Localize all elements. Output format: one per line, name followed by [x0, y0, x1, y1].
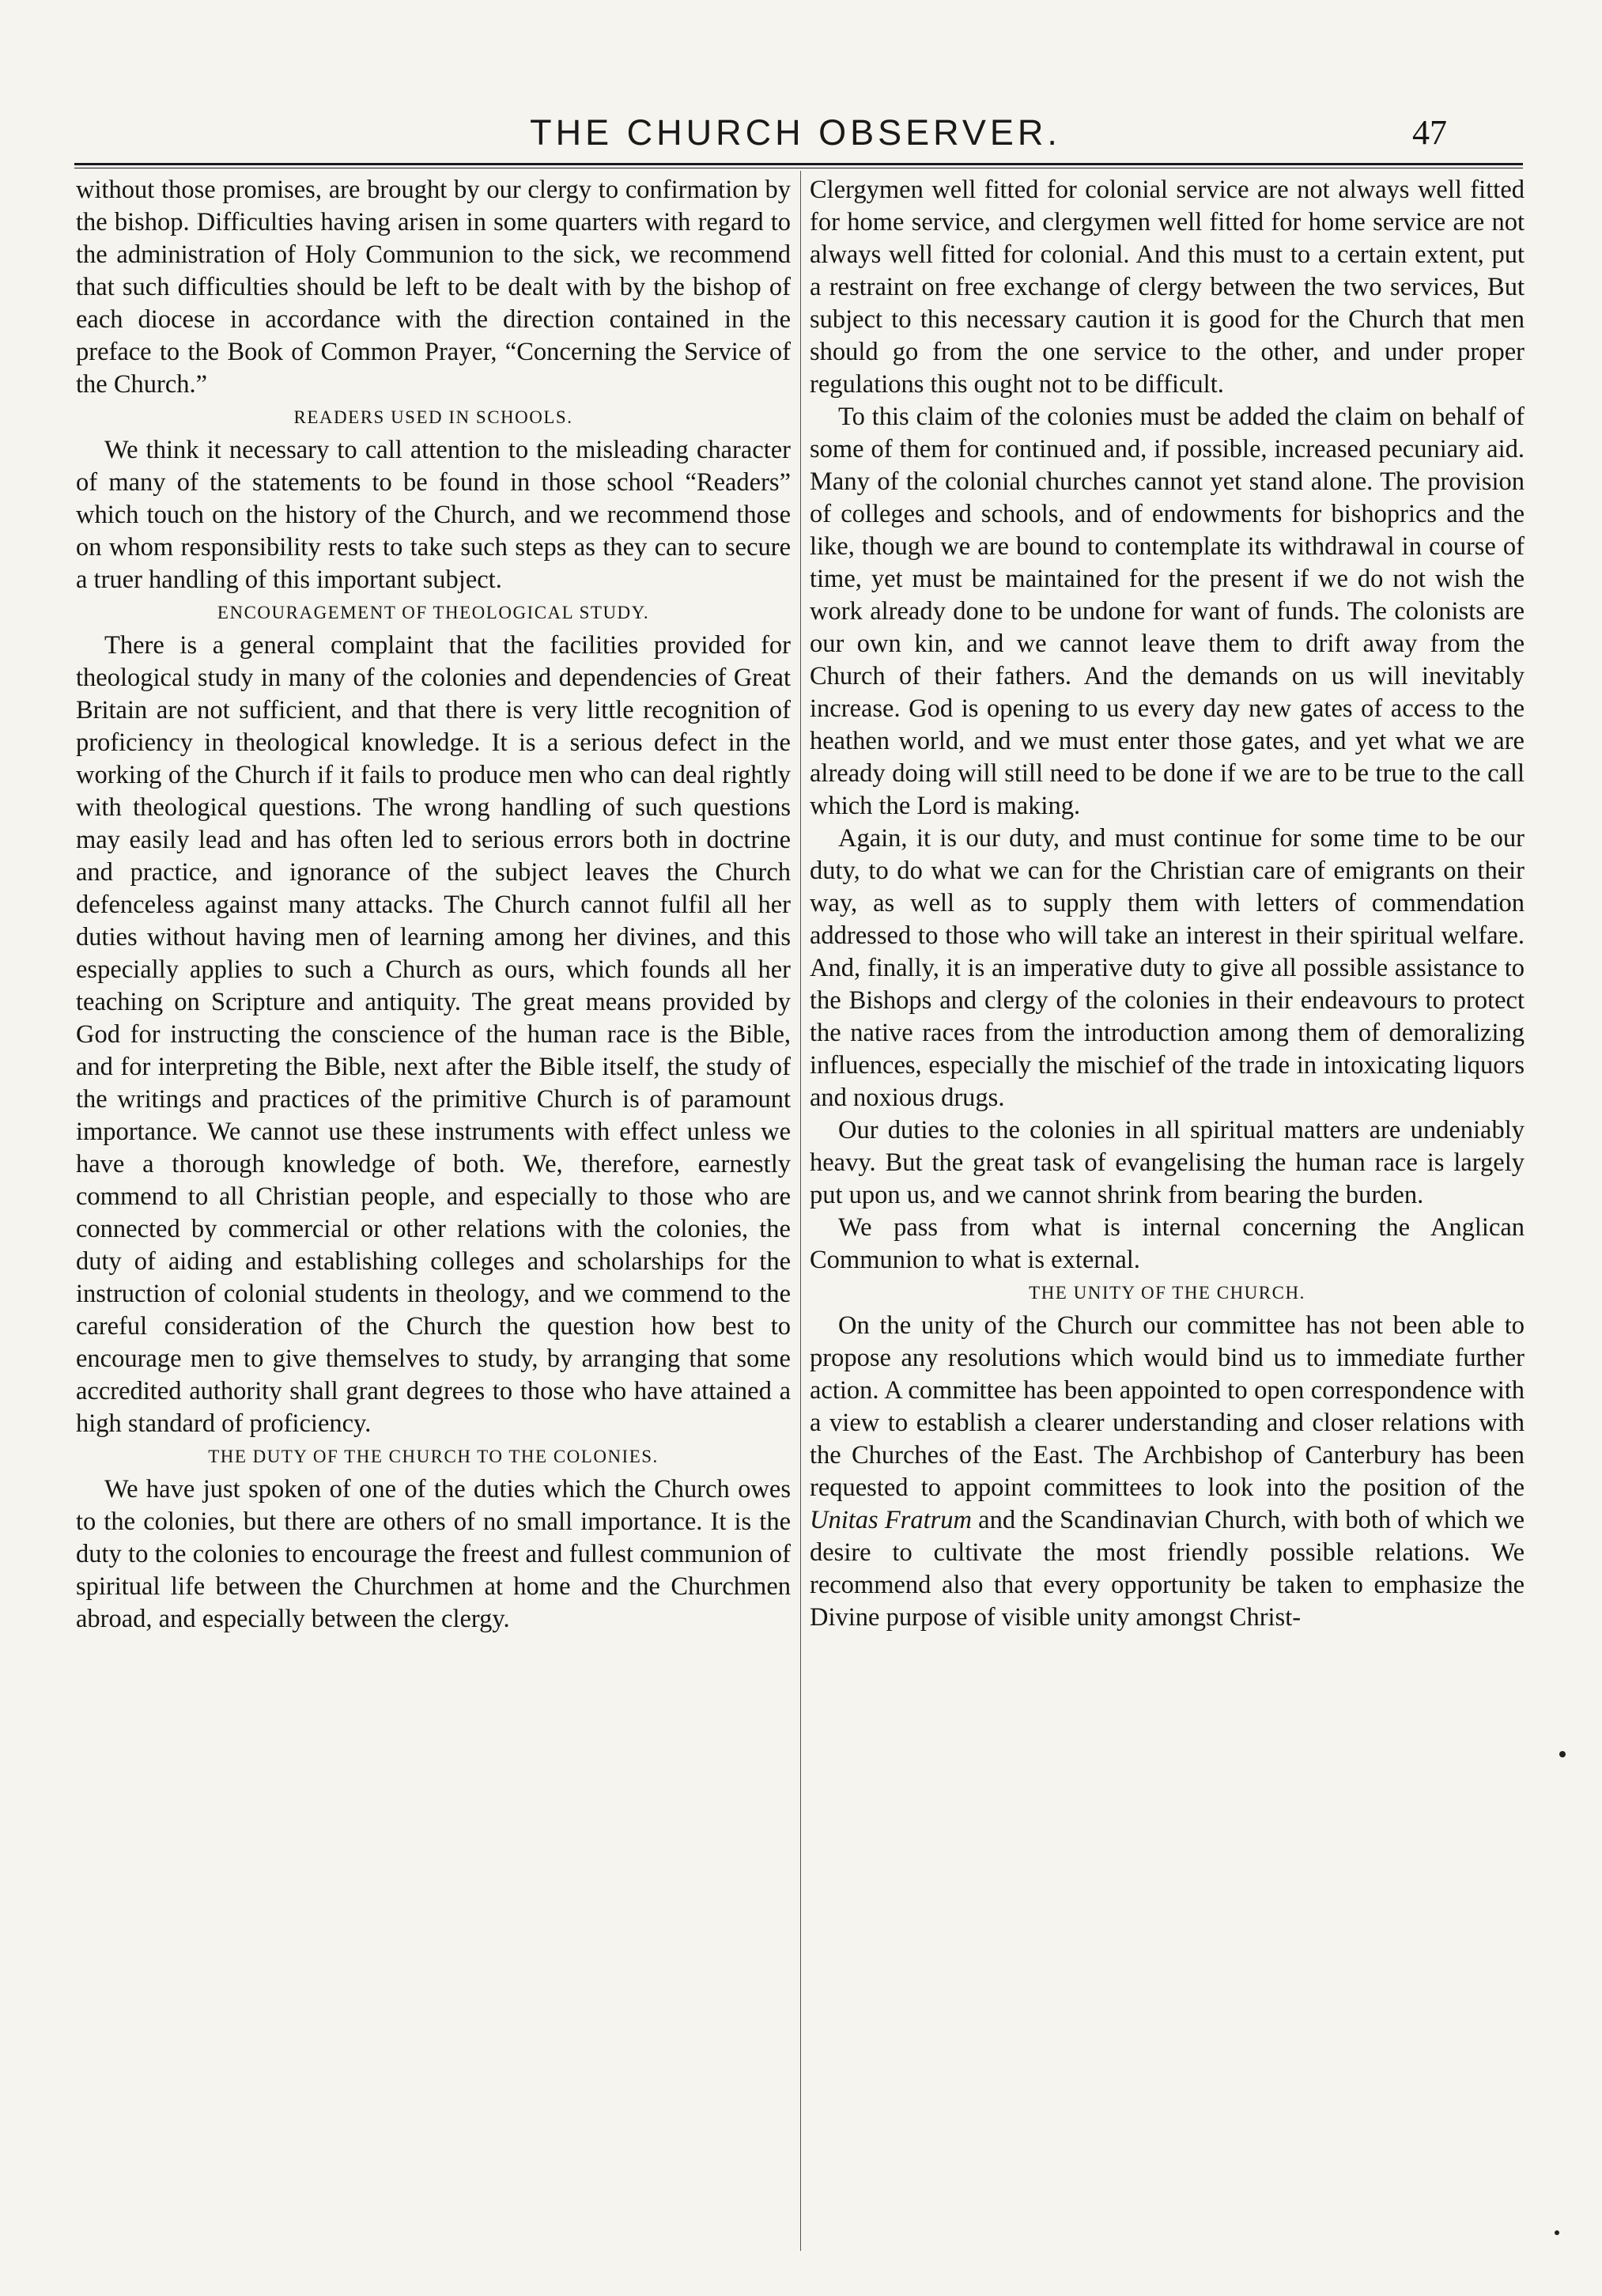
section-heading-duty-colonies: THE DUTY OF THE CHURCH TO THE COLONIES. [208, 1447, 659, 1466]
left-column [76, 174, 791, 1636]
paragraph: There is a general complaint that the facilities provided for theological study in many of the colonies and dependencies of Great Britain are not sufficient, and that there is very little recognition of proficiency in theological knowledge. It is a serious defect in the working of the Church if it fails to produce men who can deal rightly with theological questions. The wrong handling of such questions may easily lead and has often led to serious errors both in doctrine and practice, and ignorance of the subject leaves the Church defenceless against many attacks. The Church cannot fulfil all her duties without having men of learning among her divines, and this especially applies to such a Church as ours, which founds all her teaching on Scripture and antiquity. The great means provided by God for instructing the conscience of the human race is the Bible, and for interpreting the Bible, next after the Bible itself, the study of the writings and practices of the primitive Church is of paramount importance. We cannot use these instruments with effect unless we have a thorough knowledge of both. We, therefore, earnestly commend to all Christian people, and especially to those who are connected by commercial or other relations with the colonies, the duty of aiding and establishing colleges and scholarships for the instruction of colonial students in theology, and we commend to the careful consideration of the Church the question how best to encourage men to give themselves to study, by arranging that some accredited authority shall grant degrees to those who have attained a high standard of proficiency. [76, 631, 791, 1438]
paragraph: Again, it is our duty, and must continue for some time to be our duty, to do what we can for the Christian care of emigrants on their way, as well as to supply them with letters of commendation addressed to those who will take an interest in their spiritual welfare. And, finally, it is an imperative duty to give all possible assistance to the Bishops and clergy of the colonies in their endeavours to protect the native races from the introduction among them of demoralizing influences, especially the mischief of the trade in intoxicating liquors and noxious drugs. [810, 824, 1525, 1112]
section-heading-theological-study: ENCOURAGEMENT OF THEOLOGICAL STUDY. [217, 603, 650, 622]
paragraph: We have just spoken of one of the duties which the Church owes to the colonies, but there are others of no small importance. It is the duty to the colonies to encourage the freest and fullest communion of spiritual life between the Churchmen at home and the Churchmen abroad, and especially between the clergy. [76, 1475, 791, 1633]
column-divider [800, 171, 801, 2251]
publication-title: THE CHURCH OBSERVER. [530, 112, 1061, 153]
section-heading-unity: THE UNITY OF THE CHURCH. [1029, 1283, 1305, 1303]
section-heading-readers: READERS USED IN SCHOOLS. [293, 407, 573, 427]
paragraph-unity [810, 1310, 1525, 1634]
paragraph: Our duties to the colonies in all spiritual matters are undeniably heavy. But the great task of evangelising the human race is largely put upon us, and we cannot shrink from bearing the burden. [810, 1116, 1525, 1209]
page-header [68, 111, 1523, 163]
text-run: On the unity of the Church our committee has not been able to propose any resolutions which would bind us to immediate further action. A committee has been appointed to open correspondence with a view to establish a clearer understanding and closer relations with the Churches of the East. The Archbishop of Canterbury has been requested to appoint committees to look into the position of the [810, 1311, 1525, 1502]
ink-speck [1555, 2230, 1559, 2235]
page-number: 47 [1412, 113, 1447, 152]
paragraph: To this claim of the colonies must be added the claim on behalf of some of them for continued and, if possible, increased pecuniary aid. Many of the colonial churches cannot yet stand alone. The provision of colleges and schools, and of endowments for bishoprics and the like, though we are bound to contemplate its withdrawal in course of time, yet must be maintained for the present if we do not wish the work already done to be undone for want of funds. The colonists are our own kin, and we cannot leave them to drift away from the Church of their fathers. And the demands on us will inevitably increase. God is opening to us every day new gates of access to the heathen world, and we must enter those gates, and yet what we are already doing will still need to be done if we are to be true to the call which the Lord is making. [810, 403, 1525, 820]
text-run: and the Scandinavian Church, with both of which we desire to cultivate the most friendly possible relations. We recommend also that every opportunity be taken to emphasize the Divine purpose of visible unity amongst Christ- [810, 1506, 1525, 1632]
header-rule [74, 163, 1523, 165]
paragraph: without those promises, are brought by our clergy to confirmation by the bishop. Difficulties having arisen in some quarters with regard to the administration of Holy Communion to the sick, we recommend that such difficulties should be left to be dealt with by the bishop of each diocese in accordance with the direction contained in the preface to the Book of Common Prayer, “Concerning the Service of the Church.” [76, 176, 791, 399]
paragraph: Clergymen well fitted for colonial service are not always well fitted for home service, and clergymen well fitted for home service are not always well fitted for colonial. And this must to a certain extent, put a restraint on free exchange of clergy between the two services, But subject to this necessary caution it is good for the Church that men should go from the one service to the other, and under proper regulations this ought not to be difficult. [810, 176, 1525, 399]
italic-term: Unitas Fratrum [810, 1506, 972, 1534]
right-column [810, 174, 1525, 1634]
paragraph: We pass from what is internal concerning the Anglican Communion to what is external. [810, 1213, 1525, 1274]
ink-speck [1559, 1751, 1566, 1757]
paragraph: We think it necessary to call attention to the misleading character of many of the statements to be found in those school “Readers” which touch on the history of the Church, and we recommend those on whom responsibility rests to take such steps as they can to secure a truer handling of this important subject. [76, 436, 791, 594]
